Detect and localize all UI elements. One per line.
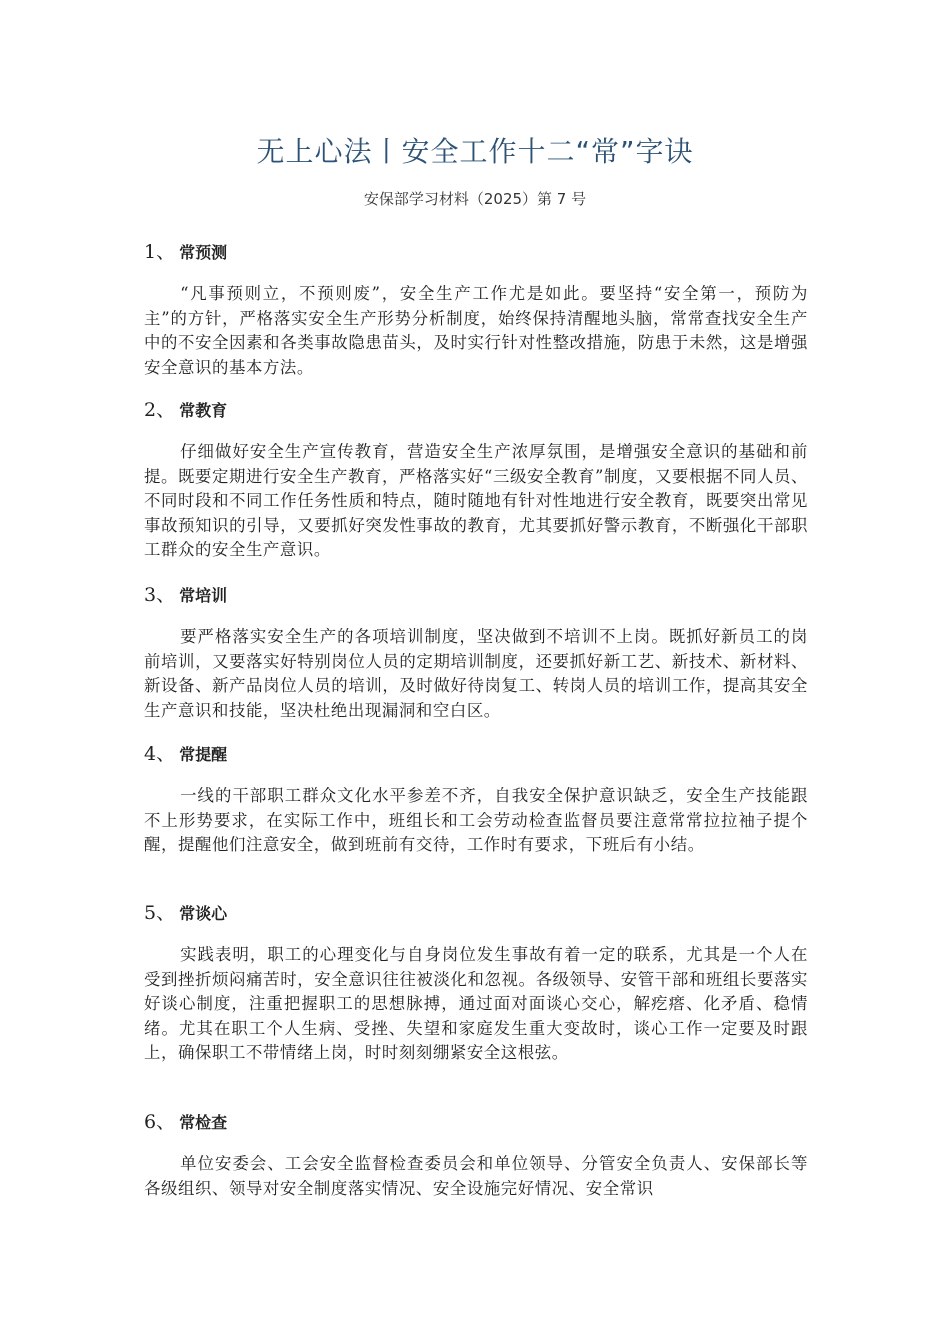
section-body-1: “凡事预则立，不预则废”，安全生产工作尤是如此。要坚持“安全第一，预防为主”的方针，严格落实安全生产形势分析制度，始终保持清醒地头脑，常常查找安全生产中的不安全因素和各类事故隐患苗头，及时实行针对性整改措施，防患于未然，这是增强安全意识的基本方法。 — [144, 284, 808, 377]
document-title: 无上心法丨安全工作十二“常”字诀 — [256, 135, 694, 168]
section-heading-6 — [144, 1110, 227, 1135]
section-number: 1、 — [144, 241, 176, 263]
section-title: 常检查 — [179, 1113, 228, 1132]
section-heading-3 — [144, 583, 227, 608]
section-heading-1 — [144, 240, 227, 265]
section-title: 常提醒 — [179, 745, 228, 764]
section-title: 常预测 — [179, 243, 228, 262]
section-title: 常教育 — [179, 401, 228, 420]
section-body-5: 实践表明，职工的心理变化与自身岗位发生事故有着一定的联系，尤其是一个人在受到挫折烦闷痛苦时，安全意识往往被淡化和忽视。各级领导、安管干部和班组长要落实好谈心制度，注重把握职工的思想脉搏，通过面对面谈心交心，解疙瘩、化矛盾、稳情绪。尤其在职工个人生病、受挫、失望和家庭发生重大变故时，谈心工作一定要及时跟上，确保职工不带情绪上岗，时时刻刻绷紧安全这根弦。 — [144, 945, 808, 1062]
section-heading-4 — [144, 742, 227, 767]
section-body-3: 要严格落实安全生产的各项培训制度，坚决做到不培训不上岗。既抓好新员工的岗前培训，又要落实好特别岗位人员的定期培训制度，还要抓好新工艺、新技术、新材料、新设备、新产品岗位人员的培训，及时做好待岗复工、转岗人员的培训工作，提高其安全生产意识和技能，坚决杜绝出现漏洞和空白区。 — [144, 627, 808, 720]
section-number: 6、 — [144, 1111, 176, 1133]
section-heading-2 — [144, 398, 227, 423]
section-number: 4、 — [144, 743, 176, 765]
section-number: 2、 — [144, 399, 176, 421]
section-title: 常培训 — [179, 586, 228, 605]
section-body-4: 一线的干部职工群众文化水平参差不齐，自我安全保护意识缺乏，安全生产技能跟不上形势要求，在实际工作中，班组长和工会劳动检查监督员要注意常常拉拉袖子提个醒，提醒他们注意安全，做到班前有交待，工作时有要求，下班后有小结。 — [144, 786, 808, 854]
section-heading-5 — [144, 901, 227, 926]
document-subtitle: 安保部学习材料（2025）第 7 号 — [363, 190, 587, 208]
section-body-2: 仔细做好安全生产宣传教育，营造安全生产浓厚氛围，是增强安全意识的基础和前提。既要定期进行安全生产教育，严格落实好“三级安全教育”制度，又要根据不同人员、不同时段和不同工作任务性质和特点，随时随地有针对性地进行安全教育，既要突出常见事故预知识的引导，又要抓好突发性事故的教育，尤其要抓好警示教育，不断强化干部职工群众的安全生产意识。 — [144, 442, 808, 559]
section-number: 5、 — [144, 902, 176, 924]
section-number: 3、 — [144, 584, 176, 606]
section-title: 常谈心 — [179, 904, 228, 923]
section-body-6: 单位安委会、工会安全监督检查委员会和单位领导、分管安全负责人、安保部长等各级组织、领导对安全制度落实情况、安全设施完好情况、安全常识 — [144, 1154, 808, 1198]
